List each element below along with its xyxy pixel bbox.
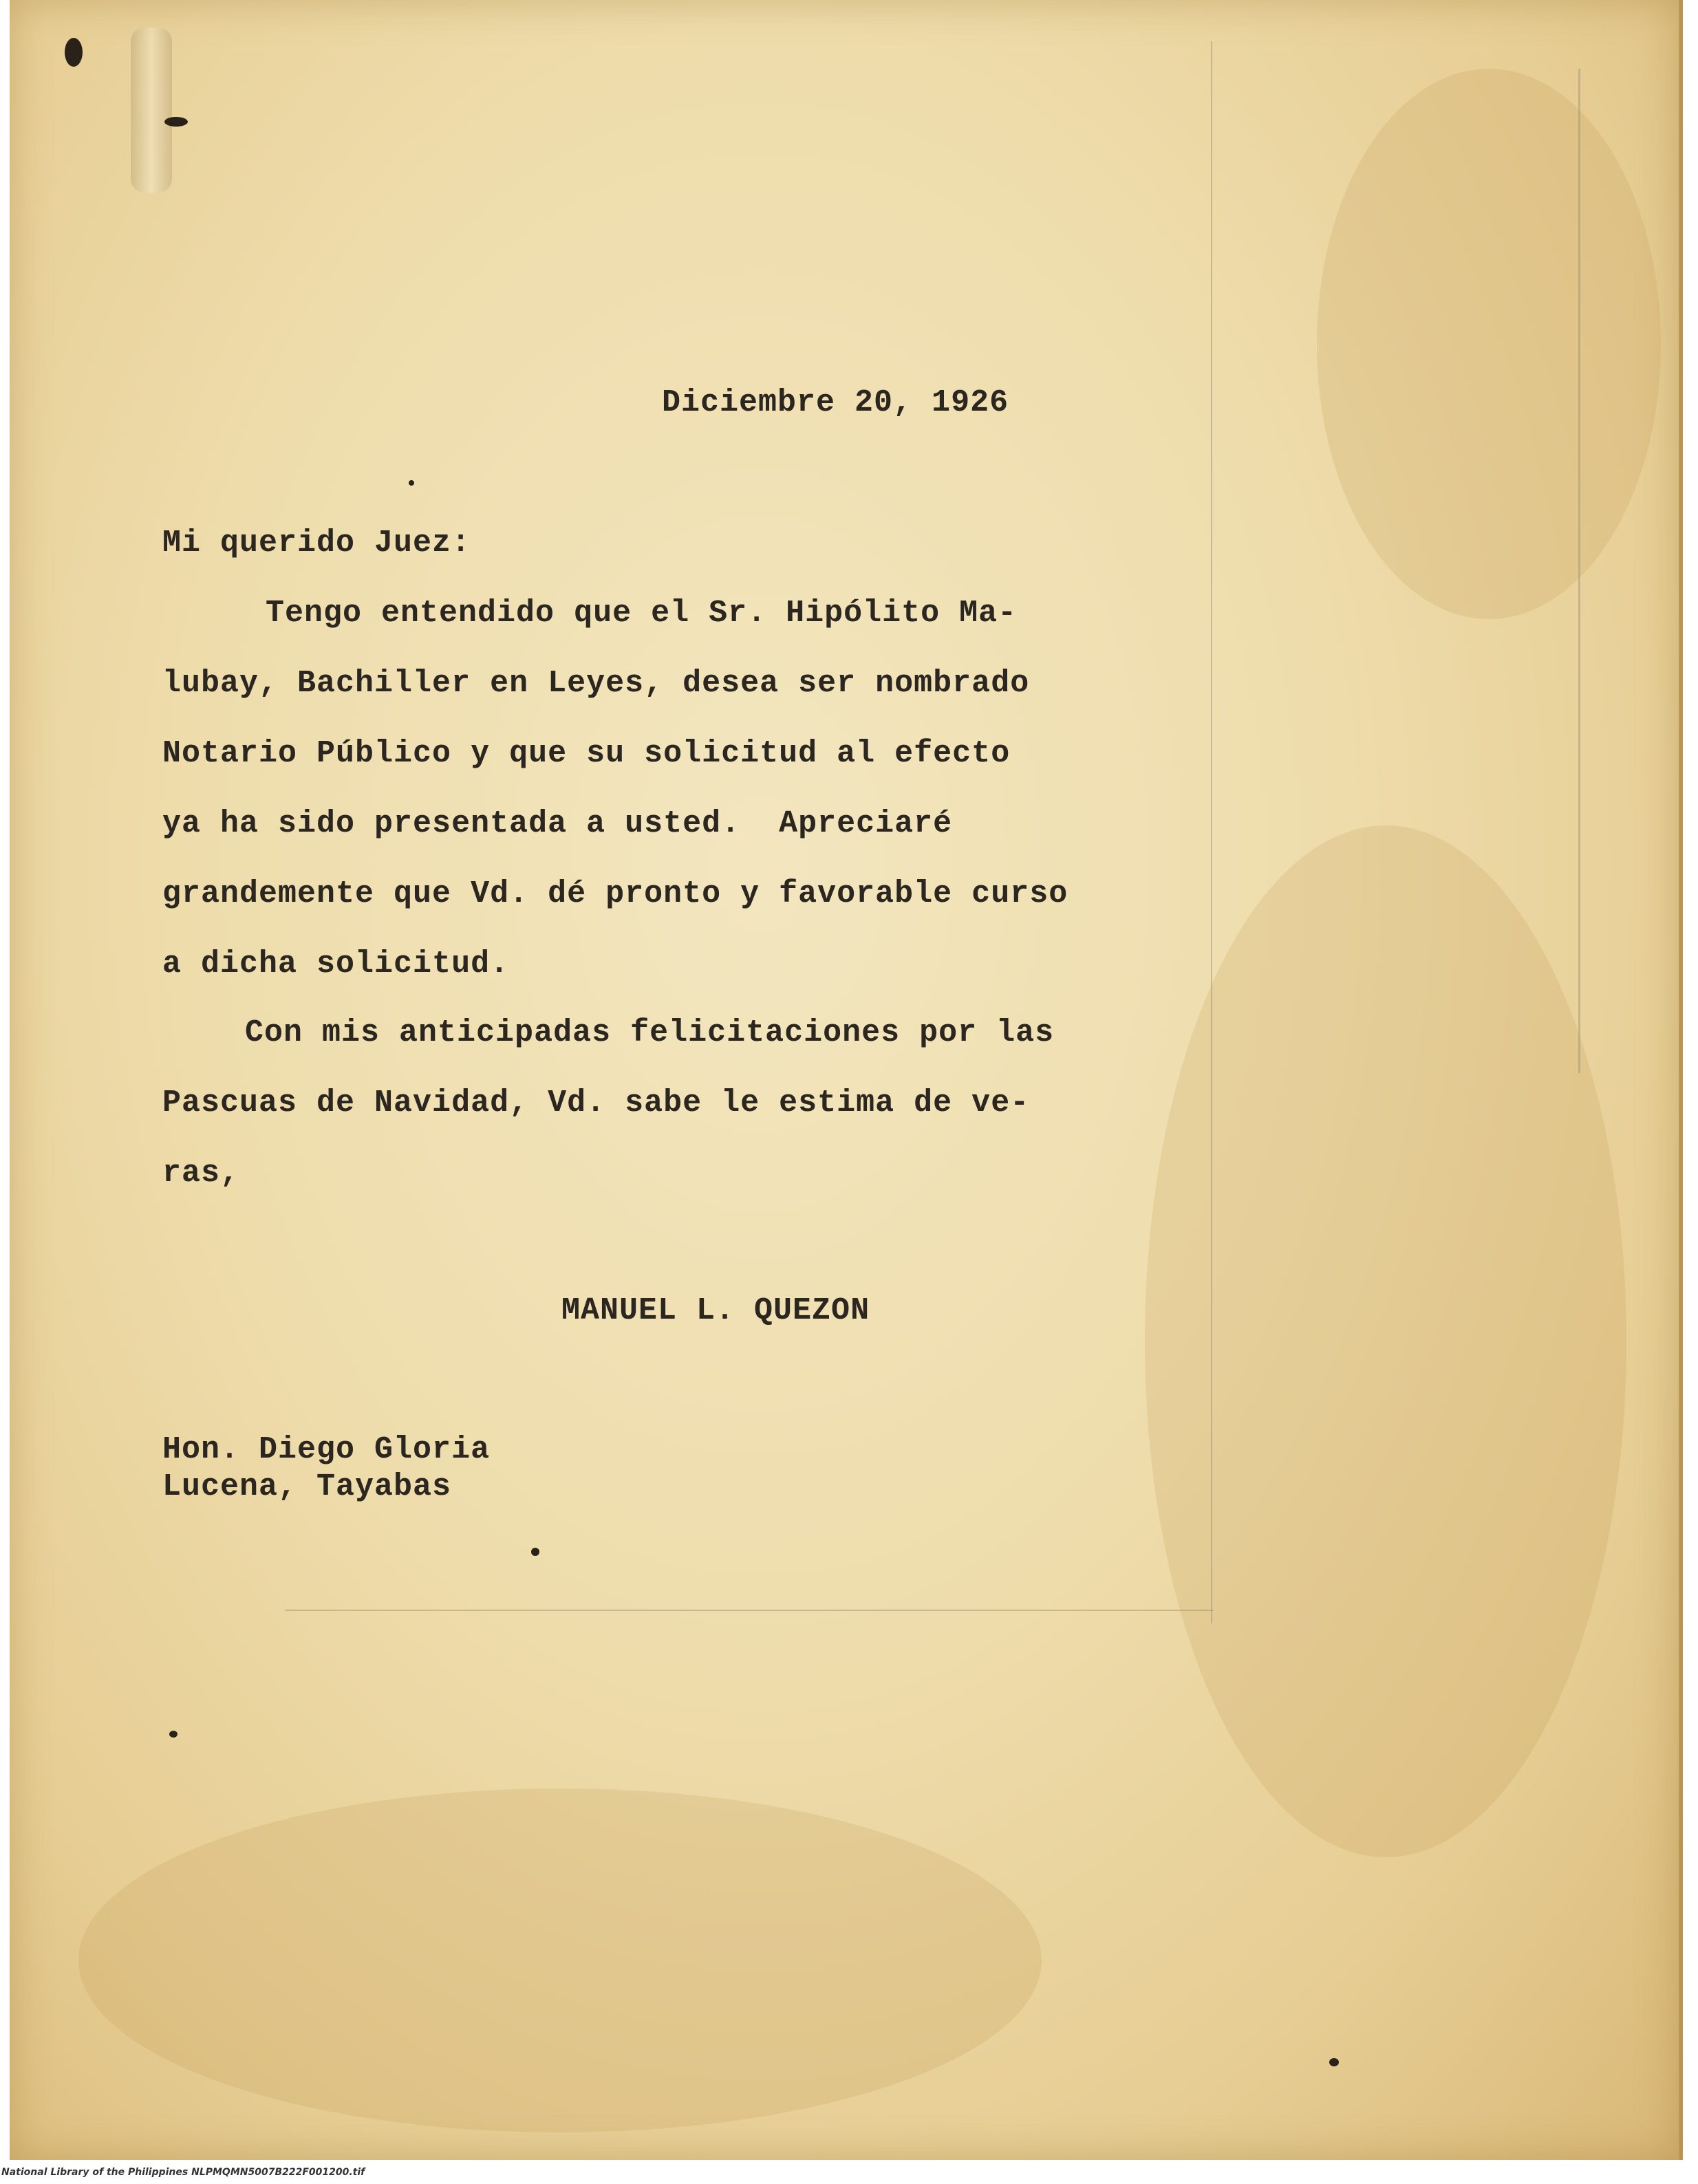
ink-spot	[164, 117, 188, 127]
body-line: lubay, Bachiller en Leyes, desea ser nombrado	[162, 666, 1030, 701]
scan-footer-label: National Library of the Philippines NLPMQMN5007B222F001200.tif	[1, 2167, 365, 2178]
ink-spot	[65, 38, 83, 67]
fold-line	[1578, 69, 1580, 1073]
letter-date: Diciembre 20, 1926	[662, 385, 1009, 420]
paper-stain	[1317, 69, 1661, 619]
body-line: a dicha solicitud.	[162, 947, 510, 982]
fold-line	[1211, 41, 1212, 1623]
body-line: ya ha sido presentada a usted. Apreciaré	[162, 806, 953, 841]
letter-salutation: Mi querido Juez:	[162, 526, 471, 561]
ink-spot	[531, 1548, 539, 1556]
paper-stain	[78, 1788, 1042, 2132]
addressee-name: Hon. Diego Gloria	[162, 1432, 491, 1467]
body-line: Tengo entendido que el Sr. Hipólito Ma-	[266, 596, 1018, 631]
body-line: Con mis anticipadas felicitaciones por las	[245, 1015, 1055, 1050]
ink-spot	[169, 1731, 178, 1738]
addressee-location: Lucena, Tayabas	[162, 1469, 452, 1504]
body-line: ras,	[162, 1156, 240, 1191]
paper-stain	[1145, 825, 1626, 1857]
body-line: grandemente que Vd. dé pronto y favorable curso	[162, 876, 1068, 911]
ink-spot	[409, 480, 414, 486]
body-line: Notario Público y que su solicitud al efecto	[162, 736, 1011, 771]
body-line: Pascuas de Navidad, Vd. sabe le estima de ve-	[162, 1085, 1030, 1121]
paperclip-mark	[131, 28, 172, 193]
letter-paper	[10, 0, 1683, 2160]
fold-line	[285, 1610, 1214, 1611]
signature-name: MANUEL L. QUEZON	[561, 1293, 870, 1328]
ink-spot	[1329, 2058, 1339, 2066]
